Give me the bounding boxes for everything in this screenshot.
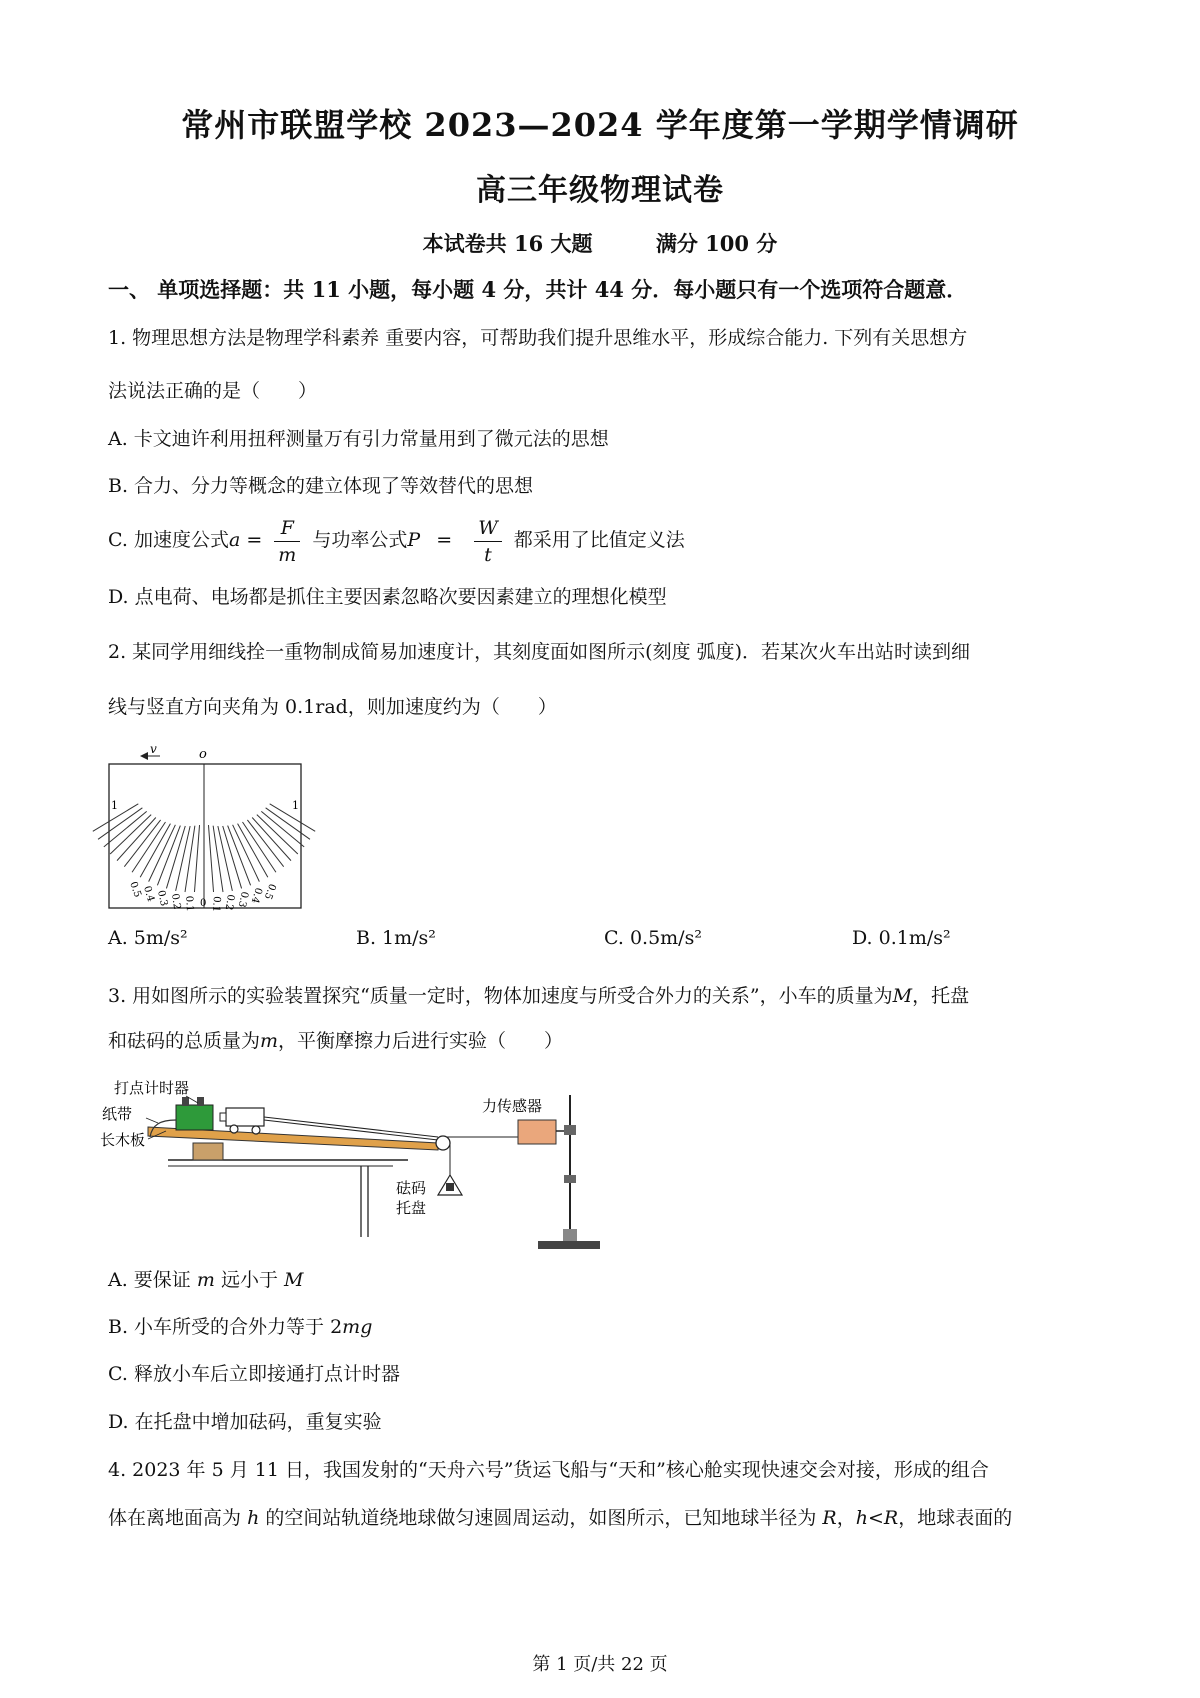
q1-option-c: C. 加速度公式a = $\frac{F}{m}$ 与功率公式P = $\frac{W}{t}$ 都采用了比值定义法 <box>108 516 685 566</box>
dial-scale-line <box>110 815 151 854</box>
question-count: 本试卷共 16 大题 <box>422 231 593 256</box>
full-score: 满分 100 分 <box>655 231 778 256</box>
tick-label: 0.1 <box>209 895 222 913</box>
left-scale-labels <box>127 880 195 912</box>
accelerometer-dial-figure <box>100 742 310 912</box>
dial-scale-line <box>140 824 170 878</box>
sensor-label: 力传感器 <box>482 1097 543 1115</box>
dial-scale-line <box>266 808 310 840</box>
tick-label: 0.4 <box>248 886 264 905</box>
dial-scale-line <box>166 826 185 888</box>
tick-label: 0.3 <box>155 889 170 908</box>
q1-stem-line2: 法说法正确的是（ ） <box>108 380 318 402</box>
q1-option-b: B. 合力、分力等概念的建立体现了等效替代的思想 <box>108 475 534 497</box>
q3-option-a: A. 要保证 m 远小于 M <box>108 1269 304 1291</box>
tick-label: 0.5 <box>127 880 143 899</box>
q3-option-b: B. 小车所受的合外力等于 2mg <box>108 1316 373 1338</box>
center-zero-label: 0 <box>200 898 207 909</box>
q2-option-b: B. 1m/s² <box>356 927 436 949</box>
dial-scale-line <box>132 822 165 872</box>
section-heading: 一、 单项选择题：共 11 小题，每小题 4 分，共计 44 分．每小题只有一个选项符合题意． <box>108 277 968 302</box>
q1-stem-line1: 1. 物理思想方法是物理学科素养 重要内容，可帮助我们提升思维水平，形成综合能力. 下列有关思想方 <box>108 327 968 349</box>
tray-label: 托盘 <box>396 1199 427 1217</box>
dial-scale-line <box>117 818 156 861</box>
right-one-label: 1 <box>292 799 299 812</box>
tick-label: 0.2 <box>222 893 236 911</box>
dial-scale-line <box>98 808 142 840</box>
q2-stem-line2: 线与竖直方向夹角为 0.1rad，则加速度约为（ ） <box>108 696 557 718</box>
q3-stem-line2: 和砝码的总质量为m，平衡摩擦力后进行实验（ ） <box>108 1030 564 1052</box>
exam-subtitle: 高三年级物理试卷 <box>476 173 724 208</box>
dial-scale-line <box>223 826 242 888</box>
dial-scale-line <box>247 820 283 867</box>
tick-label: 0.3 <box>235 890 250 909</box>
dial-scale-line <box>208 825 213 892</box>
dial-scale-line <box>218 826 232 891</box>
dial-scale-line <box>185 826 195 892</box>
q2-stem-line1: 2. 某同学用细线拴一重物制成简易加速度计，其刻度面如图所示(刻度 弧度)．若某次火车出站时读到细 <box>108 641 971 663</box>
q3-stem-line1: 3. 用如图所示的实验装置探究“质量一定时，物体加速度与所受合外力的关系”，小车的质量为M，托盘 <box>108 985 970 1007</box>
q1-option-a: A. 卡文迪许利用扭秤测量万有引力常量用到了微元法的思想 <box>108 428 609 450</box>
q3-option-d: D. 在托盘中增加砝码，重复实验 <box>108 1411 382 1433</box>
dial-scale-line <box>257 815 298 854</box>
dial-scale-line <box>194 825 199 892</box>
dial-scale-line <box>176 826 190 891</box>
experiment-apparatus-figure <box>100 1065 608 1255</box>
dial-scale-line <box>252 818 291 861</box>
tape-label: 纸带 <box>102 1105 133 1123</box>
dial-scale-line <box>104 811 147 846</box>
weights-label: 砝码 <box>396 1179 427 1197</box>
exam-title: 常州市联盟学校 2023—2024 学年度第一学期学情调研 <box>181 106 1019 144</box>
page-footer: 第 1 页/共 22 页 <box>532 1654 668 1675</box>
fraction-w-over-t: $\frac{W}{t}$ <box>474 515 502 568</box>
origin-label: o <box>199 747 207 762</box>
dial-scale-line <box>124 820 160 867</box>
tick-label: 0.4 <box>141 884 157 904</box>
exam-info <box>0 228 1200 258</box>
left-one-label: 1 <box>111 799 118 812</box>
q4-stem-line2: 体在离地面高为 h 的空间站轨道绕地球做匀速圆周运动，如图所示，已知地球半径为 R，h<R，地球表面的 <box>108 1507 1013 1529</box>
q2-option-a: A. 5m/s² <box>108 927 188 949</box>
tick-label: 0.1 <box>183 895 196 913</box>
q3-option-c: C. 释放小车后立即接通打点计时器 <box>108 1363 400 1385</box>
dial-scale-line <box>238 824 268 878</box>
q2-option-c: C. 0.5m/s² <box>604 927 702 949</box>
q1-option-d: D. 点电荷、电场都是抓住主要因素忽略次要因素建立的理想化模型 <box>108 586 667 608</box>
tick-label: 0.2 <box>169 892 183 911</box>
board-label: 长木板 <box>100 1131 146 1149</box>
q2-option-d: D. 0.1m/s² <box>852 927 951 949</box>
fraction-f-over-m: $\frac{F}{m}$ <box>274 515 300 568</box>
dial-scale-line <box>261 811 304 846</box>
q4-stem-line1: 4. 2023 年 5 月 11 日，我国发射的“天舟六号”货运飞船与“天和”核心舱实现快速交会对接，形成的组合 <box>108 1459 989 1481</box>
dial-scale-line <box>213 826 223 892</box>
timer-label: 打点计时器 <box>114 1079 190 1097</box>
dial-scale-line <box>243 822 276 872</box>
velocity-label: v <box>150 742 157 756</box>
tick-label: 0.5 <box>261 881 278 901</box>
